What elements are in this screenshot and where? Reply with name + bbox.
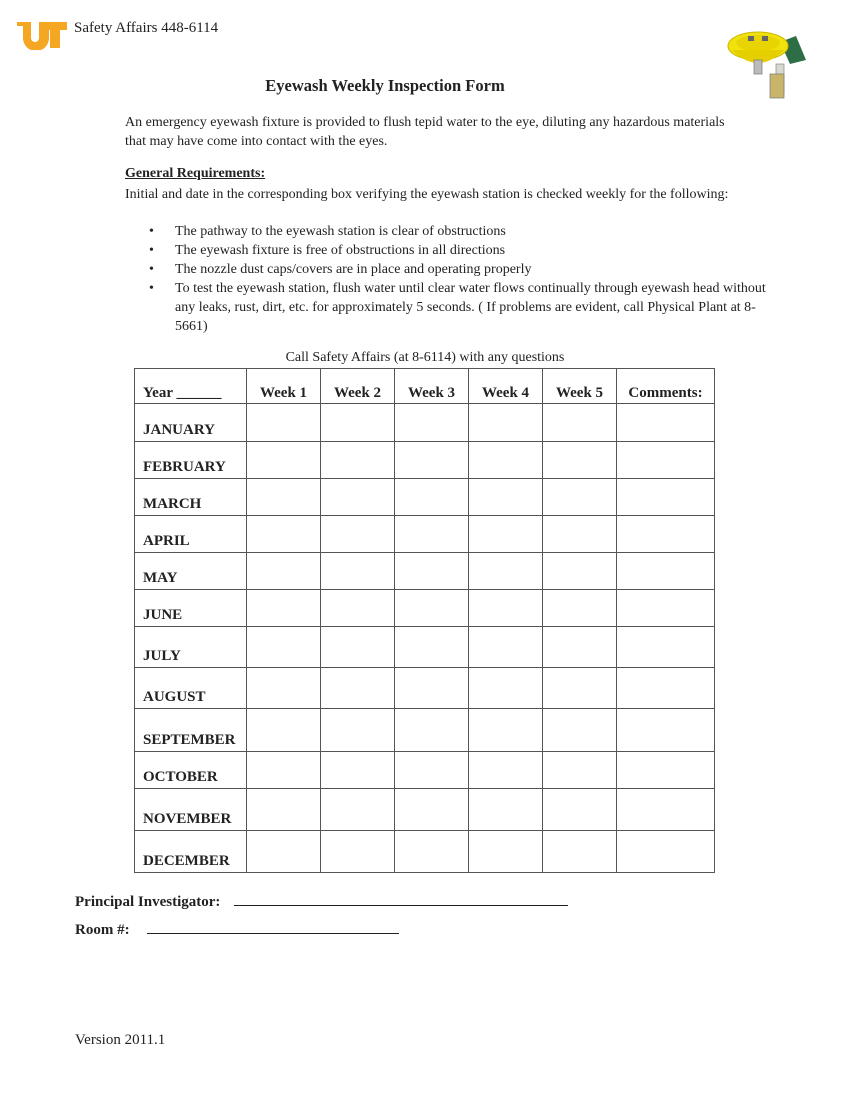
week-1-cell[interactable] xyxy=(247,789,321,831)
week-5-cell[interactable] xyxy=(543,516,617,553)
table-row xyxy=(135,479,715,516)
week-5-cell[interactable] xyxy=(543,442,617,479)
comments-cell[interactable] xyxy=(617,404,715,442)
week-2-cell[interactable] xyxy=(321,752,395,789)
week-2-cell[interactable] xyxy=(321,627,395,668)
table-row xyxy=(135,516,715,553)
comments-cell[interactable] xyxy=(617,752,715,789)
week-2-cell[interactable] xyxy=(321,668,395,709)
week-1-cell[interactable] xyxy=(247,479,321,516)
week-2-cell[interactable] xyxy=(321,553,395,590)
week-2-cell[interactable] xyxy=(321,404,395,442)
week-4-cell[interactable] xyxy=(469,752,543,789)
requirement-item: • The eyewash fixture is free of obstructions in all directions xyxy=(125,241,785,260)
week-4-cell[interactable] xyxy=(469,789,543,831)
week-3-cell[interactable] xyxy=(395,668,469,709)
week-3-header: Week 3 xyxy=(395,369,469,404)
month-label: MARCH xyxy=(135,479,247,516)
week-4-cell[interactable] xyxy=(469,553,543,590)
inspection-table xyxy=(134,368,715,873)
call-note: Call Safety Affairs (at 8-6114) with any questions xyxy=(285,350,565,365)
week-3-cell[interactable] xyxy=(395,442,469,479)
form-title: Eyewash Weekly Inspection Form xyxy=(265,76,505,95)
week-3-cell[interactable] xyxy=(395,553,469,590)
comments-cell[interactable] xyxy=(617,479,715,516)
month-label: NOVEMBER xyxy=(135,789,247,831)
month-label: OCTOBER xyxy=(135,752,247,789)
week-3-cell[interactable] xyxy=(395,752,469,789)
table-row xyxy=(135,752,715,789)
month-label: APRIL xyxy=(135,516,247,553)
week-3-cell[interactable] xyxy=(395,627,469,668)
week-1-cell[interactable] xyxy=(247,709,321,752)
week-2-cell[interactable] xyxy=(321,442,395,479)
room-label: Room #: xyxy=(75,922,130,938)
week-5-cell[interactable] xyxy=(543,668,617,709)
week-4-cell[interactable] xyxy=(469,668,543,709)
comments-cell[interactable] xyxy=(617,442,715,479)
week-3-cell[interactable] xyxy=(395,404,469,442)
week-5-cell[interactable] xyxy=(543,752,617,789)
week-2-header: Week 2 xyxy=(321,369,395,404)
comments-cell[interactable] xyxy=(617,516,715,553)
month-label: AUGUST xyxy=(135,668,247,709)
week-5-cell[interactable] xyxy=(543,590,617,627)
week-2-cell[interactable] xyxy=(321,831,395,873)
comments-cell[interactable] xyxy=(617,668,715,709)
week-4-cell[interactable] xyxy=(469,442,543,479)
week-5-cell[interactable] xyxy=(543,479,617,516)
week-4-cell[interactable] xyxy=(469,516,543,553)
comments-cell[interactable] xyxy=(617,553,715,590)
comments-cell[interactable] xyxy=(617,789,715,831)
comments-cell[interactable] xyxy=(617,590,715,627)
week-2-cell[interactable] xyxy=(321,516,395,553)
week-5-header: Week 5 xyxy=(543,369,617,404)
week-4-cell[interactable] xyxy=(469,627,543,668)
week-1-cell[interactable] xyxy=(247,668,321,709)
week-5-cell[interactable] xyxy=(543,709,617,752)
requirement-item: • The pathway to the eyewash station is clear of obstructions xyxy=(125,222,785,241)
week-1-cell[interactable] xyxy=(247,442,321,479)
week-1-header: Week 1 xyxy=(247,369,321,404)
month-label: FEBRUARY xyxy=(135,442,247,479)
comments-cell[interactable] xyxy=(617,831,715,873)
week-5-cell[interactable] xyxy=(543,553,617,590)
week-3-cell[interactable] xyxy=(395,590,469,627)
room-line xyxy=(75,919,399,939)
year-header: Year ______ xyxy=(135,369,247,404)
requirements-heading: General Requirements: xyxy=(125,166,266,181)
version-label: Version 2011.1 xyxy=(75,1032,166,1048)
week-4-cell[interactable] xyxy=(469,831,543,873)
month-label: JULY xyxy=(135,627,247,668)
week-2-cell[interactable] xyxy=(321,789,395,831)
requirements-list xyxy=(125,222,785,336)
week-1-cell[interactable] xyxy=(247,553,321,590)
table-row xyxy=(135,709,715,752)
week-3-cell[interactable] xyxy=(395,709,469,752)
table-row xyxy=(135,831,715,873)
requirement-item: • To test the eyewash station, flush water until clear water flows continually through eyewash head without any leaks, rust, dirt, etc. for approximately 5 seconds. ( If problems are evident, call Physical Plant at 8-5661) xyxy=(125,279,785,336)
week-3-cell[interactable] xyxy=(395,479,469,516)
week-1-cell[interactable] xyxy=(247,627,321,668)
table-row xyxy=(135,553,715,590)
pi-line xyxy=(75,891,568,911)
month-label: MAY xyxy=(135,553,247,590)
month-label: SEPTEMBER xyxy=(135,709,247,752)
requirements-text: Initial and date in the corresponding box verifying the eyewash station is checked weekly for the following: xyxy=(125,187,729,202)
week-4-cell[interactable] xyxy=(469,479,543,516)
week-1-cell[interactable] xyxy=(247,831,321,873)
week-1-cell[interactable] xyxy=(247,516,321,553)
month-label: JUNE xyxy=(135,590,247,627)
week-3-cell[interactable] xyxy=(395,831,469,873)
intro-paragraph: An emergency eyewash fixture is provided to flush tepid water to the eye, diluting any hazardous materials that may have come into contact with the eyes. xyxy=(125,115,725,149)
table-row xyxy=(135,627,715,668)
table-row xyxy=(135,668,715,709)
room-number-field[interactable] xyxy=(147,919,399,934)
week-5-cell[interactable] xyxy=(543,789,617,831)
comments-header: Comments: xyxy=(617,369,715,404)
week-1-cell[interactable] xyxy=(247,590,321,627)
week-3-cell[interactable] xyxy=(395,516,469,553)
month-label: DECEMBER xyxy=(135,831,247,873)
pi-signature-field[interactable] xyxy=(234,891,568,906)
week-1-cell[interactable] xyxy=(247,404,321,442)
department-contact: Safety Affairs 448-6114 xyxy=(74,20,219,36)
table-row xyxy=(135,789,715,831)
table-header-row xyxy=(135,369,715,404)
comments-cell[interactable] xyxy=(617,709,715,752)
week-4-cell[interactable] xyxy=(469,404,543,442)
week-1-cell[interactable] xyxy=(247,752,321,789)
table-row xyxy=(135,442,715,479)
week-2-cell[interactable] xyxy=(321,590,395,627)
ut-logo xyxy=(15,18,69,50)
table-row xyxy=(135,404,715,442)
week-2-cell[interactable] xyxy=(321,479,395,516)
week-5-cell[interactable] xyxy=(543,831,617,873)
comments-cell[interactable] xyxy=(617,627,715,668)
week-4-cell[interactable] xyxy=(469,590,543,627)
week-2-cell[interactable] xyxy=(321,709,395,752)
week-4-header: Week 4 xyxy=(469,369,543,404)
week-5-cell[interactable] xyxy=(543,627,617,668)
pi-label: Principal Investigator: xyxy=(75,894,221,910)
table-row xyxy=(135,590,715,627)
month-label: JANUARY xyxy=(135,404,247,442)
requirement-item: • The nozzle dust caps/covers are in place and operating properly xyxy=(125,260,785,279)
week-3-cell[interactable] xyxy=(395,789,469,831)
week-4-cell[interactable] xyxy=(469,709,543,752)
week-5-cell[interactable] xyxy=(543,404,617,442)
